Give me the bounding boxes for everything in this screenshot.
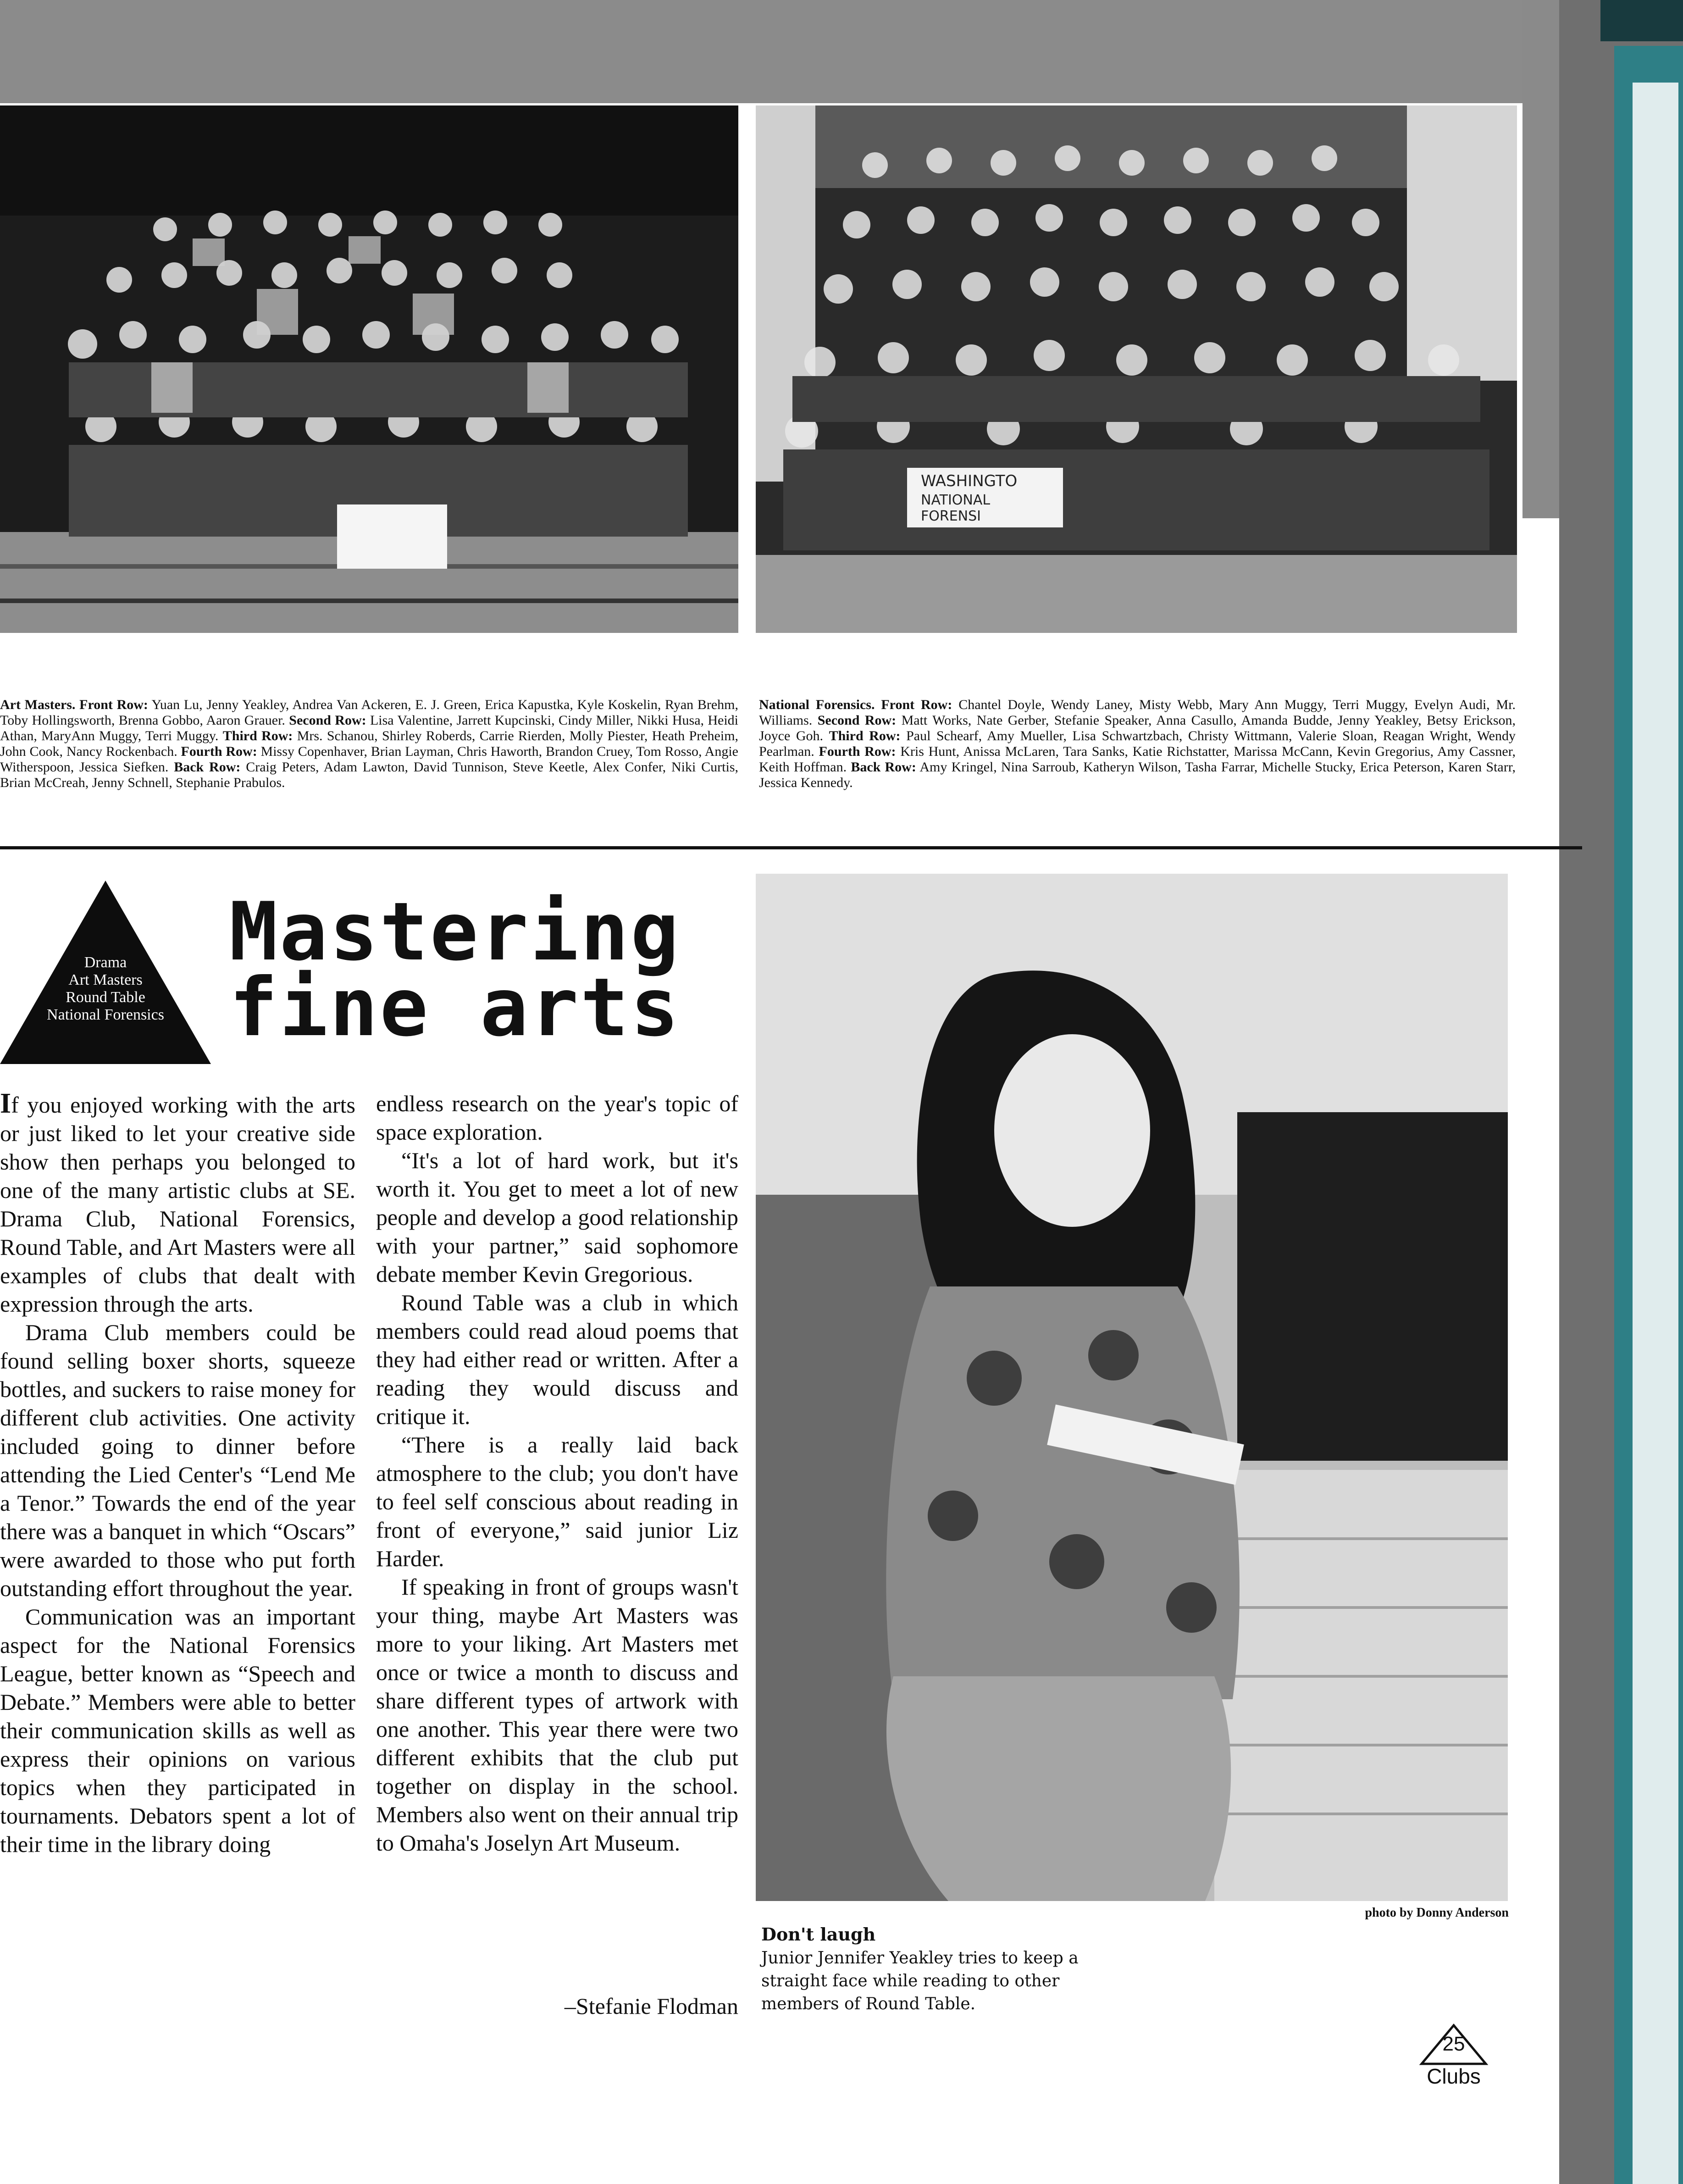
paragraph-text: f you enjoyed working with the arts or just liked to let your creative side show then perhaps you belonged to one of the many artistic clubs at SE. Drama Club, National Forensics, Round Table, and Art Masters were all examples of clubs that dealt with expression through the arts. bbox=[0, 1092, 355, 1317]
headline-line-1: Mastering bbox=[229, 886, 681, 979]
binder-corner bbox=[1600, 0, 1683, 41]
round-table-feature-photo bbox=[756, 874, 1508, 1901]
byline: –Stefanie Flodman bbox=[564, 1993, 738, 2019]
headline-line-2: fine arts bbox=[229, 961, 681, 1054]
caption-row-label: Third Row: bbox=[222, 728, 293, 743]
caption-row-names: Chantel Doyle, Wendy Laney, Misty Webb, Mary Ann Muggy, Terri Muggy, Evelyn Audi, Mr. Williams. bbox=[759, 697, 1516, 728]
headline bbox=[229, 886, 688, 1054]
article-paragraph bbox=[0, 1089, 355, 1318]
article-paragraph: If speaking in front of groups wasn't your thing, maybe Art Masters was more to your liking. Art Masters met once or twice a month to discuss and share different types of artwork with one another. This year there were two different exhibits that the club put together on display in the school. Members also went on their annual trip to Omaha's Joselyn Art Museum. bbox=[376, 1574, 738, 1856]
caption-row-names: Lisa Valentine, Jarrett Kupcinski, Cindy Miller, Nikki Husa, Heidi Athan, MaryAnn Muggy, Terri Muggy. bbox=[0, 713, 738, 743]
caption-row-label: Front Row: bbox=[881, 697, 952, 712]
page-edge bbox=[1633, 83, 1678, 2184]
sign-text-national: NATIONAL bbox=[921, 492, 991, 508]
caption-row-label: Second Row: bbox=[817, 713, 897, 728]
caption-row-names: Paul Schearf, Amy Mueller, Lisa Schwartzbach, Christy Wittmann, Valerie Sloan, Reagan Wright, Wendy Pearlman. bbox=[759, 728, 1516, 759]
article-paragraph: endless research on the year's topic of space exploration. bbox=[376, 1091, 738, 1145]
sign-text-forensics: FORENSI bbox=[921, 508, 981, 524]
caption-row-names: Craig Peters, Adam Lawton, David Tunnison, Steve Keetle, Alex Confer, Niki Curtis, Brian McCreah, Jenny Schnell, Stephanie Prabulos. bbox=[0, 759, 738, 790]
club-list-item: National Forensics bbox=[47, 1006, 164, 1023]
caption-row-names: Kris Hunt, Anissa McLaren, Tara Sanks, Katie Richstatter, Marissa McCann, Kevin Gregorius, Amy Cassner, Keith Hoffman. bbox=[759, 744, 1516, 775]
caption-row-names: Yuan Lu, Jenny Yeakley, Andrea Van Ackeren, E. J. Green, Erica Kapustka, Kyle Koskelin, Ryan Brehm, Toby Hollingsworth, Brenna Gobbo, Aaron Grauer. bbox=[0, 697, 739, 728]
caption-row-label: Third Row: bbox=[829, 728, 901, 743]
caption-row-names: Mrs. Schanou, Shirley Roberds, Carrie Rierden, Molly Piester, Heath Preheim, John Cook, Nancy Rockenbach. bbox=[0, 728, 739, 759]
drop-cap: I bbox=[0, 1088, 11, 1119]
article-paragraph: “It's a lot of hard work, but it's worth it. You get to meet a lot of new people and develop a good relationship with your partner,” said sophomore debate member Kevin Gregorious. bbox=[376, 1147, 738, 1287]
national-forensics-caption bbox=[759, 697, 1516, 791]
section-divider bbox=[0, 846, 1582, 849]
caption-row-label: Back Row: bbox=[851, 759, 916, 775]
club-list-item: Drama bbox=[84, 954, 127, 971]
article-column-2 bbox=[376, 1089, 738, 1857]
caption-row-label: Fourth Row: bbox=[819, 744, 896, 759]
article-column-1 bbox=[0, 1089, 355, 1858]
club-list-item: Round Table bbox=[66, 989, 145, 1006]
article-paragraph: “There is a really laid back atmosphere to the club; you don't have to feel self conscious about reading in front of everyone,” said junior Liz Harder. bbox=[376, 1432, 738, 1571]
article-paragraph: Drama Club members could be found selling boxer shorts, squeeze bottles, and suckers to raise money for different club activities. One activity included going to dinner before attending the Lied Center's “Lend Me a Tenor.” Towards the end of the year there was a banquet in which “Oscars” were awarded to those who put forth outstanding effort throughout the year. bbox=[0, 1319, 355, 1601]
art-masters-caption bbox=[0, 697, 738, 791]
section-name: Clubs bbox=[1427, 2064, 1481, 2088]
photo-caption-title: Don't laugh bbox=[761, 1924, 876, 1945]
caption-lead: National Forensics. bbox=[759, 697, 875, 712]
caption-row-label: Back Row: bbox=[174, 759, 241, 775]
sign-text-washington: WASHINGTO bbox=[921, 472, 1018, 490]
caption-lead: Art Masters. bbox=[0, 697, 76, 712]
art-masters-group-photo bbox=[0, 105, 738, 633]
caption-row-names: Missy Copenhaver, Brian Layman, Chris Haworth, Brandon Cruey, Tom Rosso, Angie Witherspoon, Jessica Siefken. bbox=[0, 744, 738, 775]
binder-edge-shadow bbox=[1522, 0, 1559, 518]
photo-caption-body: Junior Jennifer Yeakley tries to keep a straight face while reading to other members of Round Table. bbox=[761, 1949, 1079, 2013]
caption-row-label: Front Row: bbox=[79, 697, 148, 712]
caption-row-label: Second Row: bbox=[289, 713, 366, 728]
caption-row-names: Matt Works, Nate Gerber, Stefanie Speaker, Anna Casullo, Amanda Budde, Jenny Yeakley, Betsy Erickson, Joyce Goh. bbox=[759, 713, 1516, 743]
photo-credit: photo by Donny Anderson bbox=[1365, 1906, 1509, 1920]
scan-top-band bbox=[0, 0, 1559, 103]
article-paragraph: Round Table was a club in which members could read aloud poems that they had either read or written. After a reading they would discuss and critique it. bbox=[376, 1290, 738, 1429]
article-paragraph: Communication was an important aspect for the National Forensics League, better known as “Speech and Debate.” Members were able to better their communication skills as well as express their opinions on various topics when they participated in tournaments. Debators spent a lot of their time in the library doing bbox=[0, 1604, 355, 1857]
national-forensics-group-photo bbox=[756, 105, 1517, 633]
club-list-item: Art Masters bbox=[68, 971, 143, 988]
page-number: 25 bbox=[1442, 2033, 1465, 2055]
club-list bbox=[18, 954, 193, 1024]
caption-row-label: Fourth Row: bbox=[181, 744, 257, 759]
caption-row-names: Amy Kringel, Nina Sarroub, Katheryn Wilson, Tasha Farrar, Michelle Stucky, Erica Peterson, Karen Starr, Jessica Kennedy. bbox=[759, 759, 1516, 790]
